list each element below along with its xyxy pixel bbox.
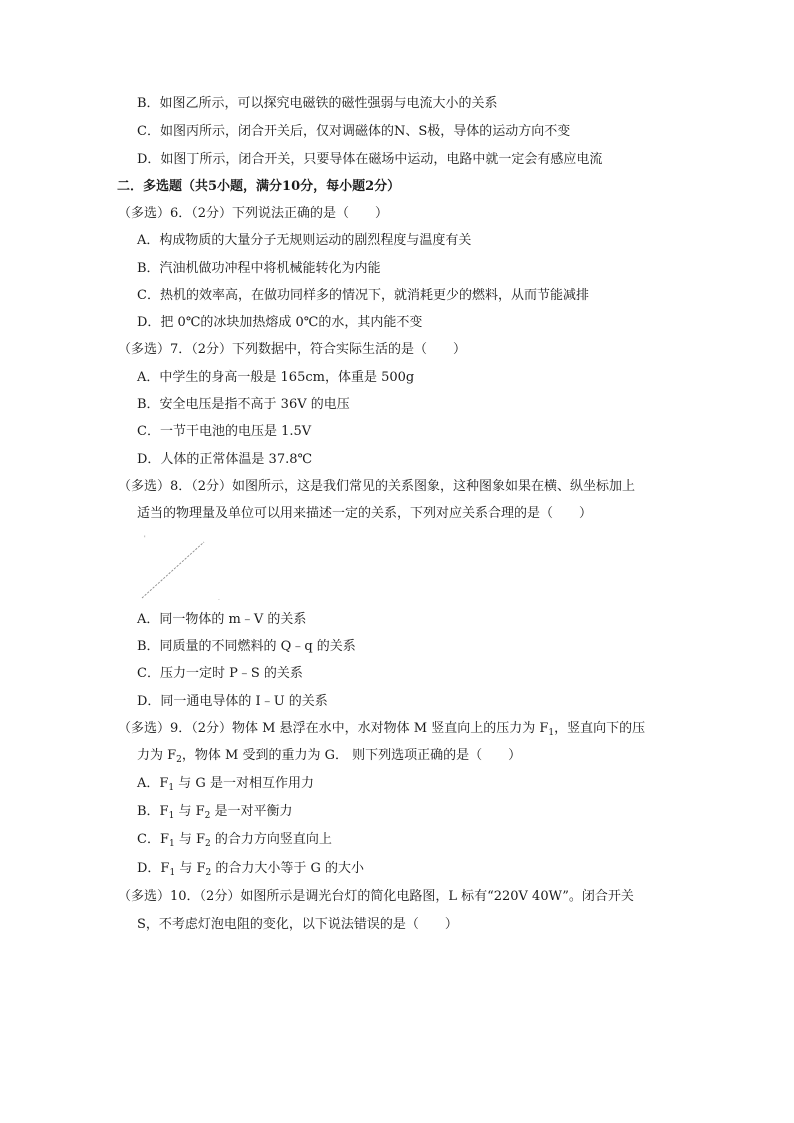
graph-plot [142,535,220,602]
q9-option-c [137,831,332,849]
q8-stem-line2: 适当的物理量及单位可以用来描述一定的关系，下列对应关系合理的是（ ） [137,506,593,521]
q5-option-b: B．如图乙所示，可以探究电磁铁的磁性强弱与电流大小的关系 [137,96,498,111]
subscript-2: 2 [205,868,212,878]
q5-option-c: C．如图丙所示，闭合开关后，仅对调磁体的N、S极，导体的运动方向不变 [137,124,571,139]
q9-option-b-part1: B．F [137,804,169,819]
q9-option-d-part1: D．F [137,861,170,876]
q8-option-b: B．同质量的不同燃料的 Q﹣q 的关系 [137,639,356,654]
q9-option-a-part2: 与 G 是一对相互作用力 [174,776,314,791]
section-heading: 二．多选题（共5小题，满分10分，每小题2分） [117,179,401,194]
q9-stem-text4: ，物体 M 受到的重力为 G． 则下列选项正确的是（ ） [181,748,522,763]
subscript-1: 1 [169,868,176,878]
subscript-2: 2 [176,755,182,765]
q9-option-d [137,860,364,878]
q7-option-c: C．一节干电池的电压是 1.5V [137,424,312,439]
x-axis-tick: . [218,595,220,602]
q9-stem-line2 [137,747,521,765]
q9-option-d-part2: 与 F [175,861,206,876]
q9-option-b [137,803,292,821]
q9-option-a-part1: A．F [137,776,169,791]
q8-option-a: A．同一物体的 m﹣V 的关系 [137,612,307,627]
subscript-1: 1 [548,728,555,738]
q6-option-b: B．汽油机做功冲程中将机械能转化为内能 [137,261,381,276]
q5-option-d: D．如图丁所示，闭合开关，只要导体在磁场中运动，电路中就一定会有感应电流 [137,152,603,167]
subscript-1: 1 [168,839,175,849]
subscript-1: 1 [168,811,175,821]
q8-stem-line1: （多选）8．（2分）如图所示，这是我们常见的关系图象，这种图象如果在横、纵坐标加上 [118,479,636,494]
q9-stem-line1 [118,720,645,738]
series-line [142,542,204,598]
q9-option-b-part3: 是一对平衡力 [210,804,293,819]
q6-option-a: A．构成物质的大量分子无规则运动的剧烈程度与温度有关 [137,233,472,248]
y-axis-tick: ' [144,535,146,542]
q7-option-b: B．安全电压是指不高于 36V 的电压 [137,397,350,412]
q10-stem-line1: （多选）10．（2分）如图所示是调光台灯的简化电路图，L 标有“220V 40W”。闭合开关 [118,889,634,904]
q9-stem-text2: ，竖直向下的压 [554,721,646,736]
subscript-2: 2 [205,839,211,849]
q9-option-c-part3: 的合力方向竖直向上 [210,832,332,847]
subscript-1: 1 [168,783,175,793]
q6-option-d: D．把 0℃的冰块加热熔成 0℃的水，其内能不变 [137,315,423,330]
q10-stem-line2: S，不考虑灯泡电阻的变化，以下说法错误的是（ ） [137,917,458,932]
q7-option-d: D．人体的正常体温是 37.8℃ [137,452,313,467]
q6-stem: （多选）6．（2分）下列说法正确的是（ ） [118,206,389,221]
q9-stem-text1: （多选）9．（2分）物体 M 悬浮在水中，水对物体 M 竖直向上的压力为 F [118,721,549,736]
q8-option-d: D．同一通电导体的 I﹣U 的关系 [137,694,328,709]
relationship-graph [138,532,228,604]
q9-option-d-part3: 的合力大小等于 G 的大小 [211,861,365,876]
q9-option-c-part2: 与 F [174,832,205,847]
q6-option-c: C．热机的效率高，在做功同样多的情况下，就消耗更少的燃料，从而节能减排 [137,288,589,303]
subscript-2: 2 [204,811,211,821]
q9-option-a [137,775,314,793]
q9-option-b-part2: 与 F [174,804,205,819]
q7-option-a: A．中学生的身高一般是 165cm，体重是 500g [137,370,415,385]
q8-option-c: C．压力一定时 P﹣S 的关系 [137,666,303,681]
q7-stem: （多选）7．（2分）下列数据中，符合实际生活的是（ ） [118,342,467,357]
q9-stem-text3: 力为 F [137,748,177,763]
q9-option-c-part1: C．F [137,832,169,847]
